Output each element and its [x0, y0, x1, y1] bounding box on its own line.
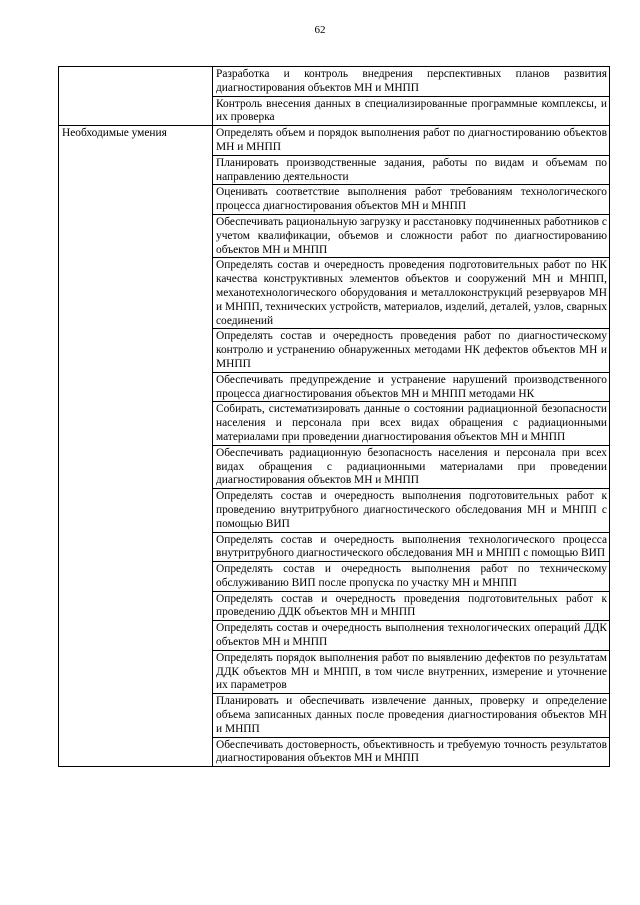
requirement-text: Определять состав и очередность выполнения подготовительных работ к проведению внутритрубного диагностического обследования МН и МНПП с помощью ВИП [213, 489, 610, 532]
requirement-text: Планировать и обеспечивать извлечение данных, проверку и определение объема записанных данных после проведения диагностирования объектов МН и МНПП [213, 694, 610, 737]
requirement-text: Оценивать соответствие выполнения работ требованиям технологического процесса диагностирования объектов МН и МНПП [213, 185, 610, 215]
requirement-text: Определять состав и очередность выполнения работ по техническому обслуживанию ВИП после пропуска по участку МН и МНПП [213, 562, 610, 592]
requirement-text: Планировать производственные задания, работы по видам и объемам по направлению деятельности [213, 155, 610, 185]
requirement-text: Определять состав и очередность проведения подготовительных работ по НК качества конструктивных элементов объектов и сооружений МН и МНПП, механотехнологического оборудования и металлоконструкций резервуаров МН и МНПП, технических устройств, материалов, изделий, деталей, узлов, сварных соединений [213, 258, 610, 329]
page-number: 62 [314, 24, 326, 36]
requirement-text: Определять объем и порядок выполнения работ по диагностированию объектов МН и МНПП [213, 126, 610, 156]
requirement-text: Разработка и контроль внедрения перспективных планов развития диагностирования объектов МН и МНПП [213, 67, 610, 97]
row-label [59, 67, 213, 126]
requirements-table [58, 66, 610, 767]
requirement-text: Определять порядок выполнения работ по выявлению дефектов по результатам ДДК объектов МН и МНПП, в том числе внутренних, измерение и уточнение их параметров [213, 650, 610, 693]
requirement-text: Собирать, систематизировать данные о состоянии радиационной безопасности населения и персонала при всех видах обращения с радиационными материалами при проведении диагностирования объектов МН и МНПП [213, 402, 610, 445]
requirement-text: Обеспечивать достоверность, объективность и требуемую точность результатов диагностирования объектов МН и МНПП [213, 737, 610, 767]
requirement-text: Определять состав и очередность выполнения технологических операций ДДК объектов МН и МНПП [213, 621, 610, 651]
requirement-text: Определять состав и очередность выполнения технологического процесса внутритрубного диагностического обследования МН и МНПП с помощью ВИП [213, 532, 610, 562]
row-label: Необходимые умения [59, 126, 213, 767]
requirement-text: Обеспечивать рациональную загрузку и расстановку подчиненных работников с учетом квалификации, объемов и сложности работ по диагностированию объектов МН и МНПП [213, 214, 610, 257]
requirement-text: Обеспечивать радиационную безопасность населения и персонала при всех видах обращения с радиационными материалами при проведении диагностирования объектов МН и МНПП [213, 445, 610, 488]
requirement-text: Определять состав и очередность проведения работ по диагностическому контролю и устранению обнаруженных методами НК дефектов объектов МН и МНПП [213, 329, 610, 372]
requirement-text: Определять состав и очередность проведения подготовительных работ к проведению ДДК объектов МН и МНПП [213, 591, 610, 621]
requirement-text: Контроль внесения данных в специализированные программные комплексы, и их проверка [213, 96, 610, 126]
table-row [59, 126, 610, 156]
requirements-table-body [59, 67, 610, 767]
requirement-text: Обеспечивать предупреждение и устранение нарушений производственного процесса диагностирования объектов МН и МНПП методами НК [213, 372, 610, 402]
table-row [59, 67, 610, 97]
